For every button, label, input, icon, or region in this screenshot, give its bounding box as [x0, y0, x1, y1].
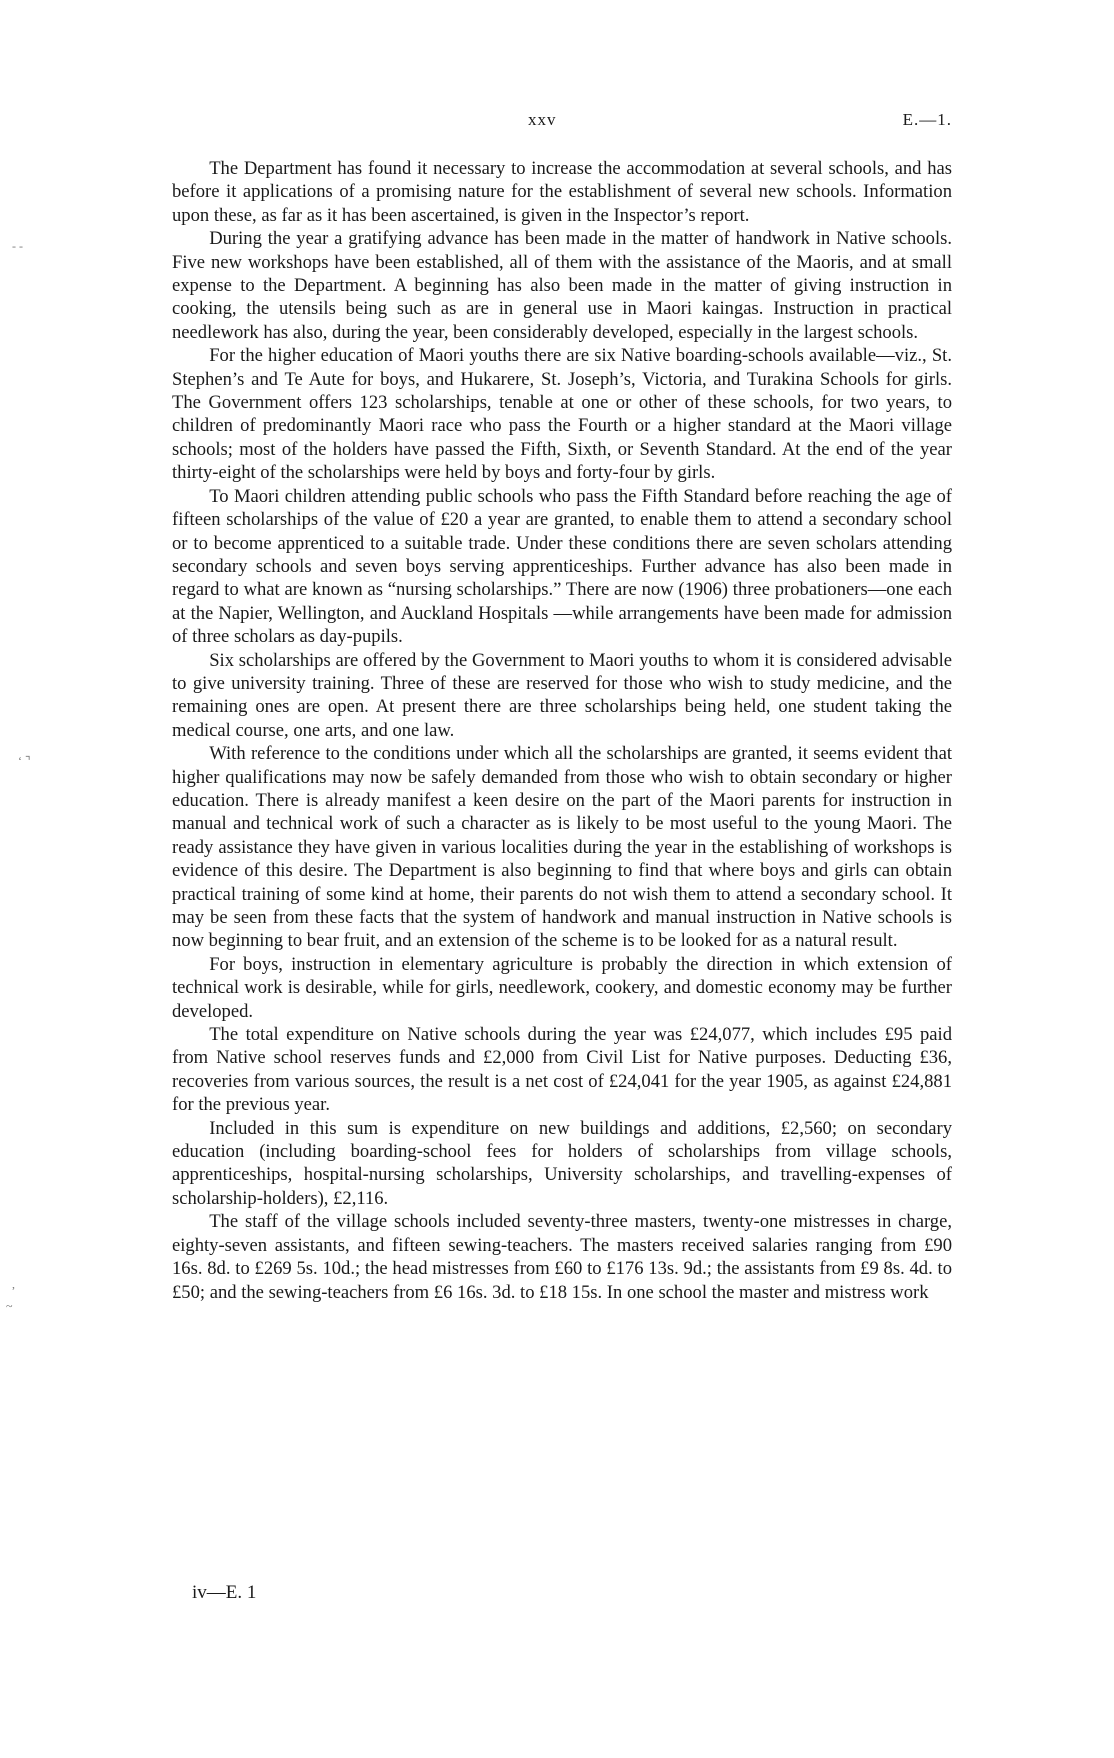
margin-mark: ~	[6, 1299, 13, 1313]
paragraph: The Department has found it necessary to increase the accommodation at several schools, and has before it applications of a promising nature for the establishment of several new schools. Information upon these, as far as it has been ascertained, is given in the Inspector’s report.	[172, 158, 952, 226]
paragraph: Six scholarships are offered by the Government to Maori youths to whom it is considered advisable to give university training. Three of these are reserved for those who wish to study medicine, and the remaining ones are open. At present there are three scholarships being held, one student taking the medical course, one arts, and one law.	[172, 649, 952, 741]
paragraph: To Maori children attending public schools who pass the Fifth Standard before reaching the age of fifteen scholarships of the value of £20 a year are granted, to enable them to attend a secondary school or to become apprenticed to a suitable trade. Under these conditions there are seven scholars attending secondary schools and seven boys serving apprenticeships. Further advance has also been made in regard to what are known as “nursing scholarships.” There are now (1906) three probationers—one each at the Napier, Wellington, and Auckland Hospitals —while arrangements have been made for admission of three scholars as day-pupils.	[172, 485, 952, 648]
paragraph: With reference to the conditions under which all the scholarships are granted, it seems evident that higher qualifications may now be safely demanded from those who wish to obtain secondary or higher education. There is already manifest a keen desire on the part of the Maori parents for instruction in manual and technical work of such a character as is likely to be most useful to the young Maori. The ready assistance they have given in various localities during the year in the establishing of workshops is evidence of this desire. The Department is also beginning to find that where boys and girls can obtain practical training of some kind at home, their parents do not wish them to attend a secondary school. It may be seen from these facts that the system of handwork and manual instruction in Native schools is now beginning to bear fruit, and an extension of the scheme is to be looked for as a natural result.	[172, 743, 952, 952]
paragraph: The staff of the village schools included seventy-three masters, twenty-one mistresses in charge, eighty-seven assistants, and fifteen sewing-teachers. The masters received salaries ranging from £90 16s. 8d. to £269 5s. 10d.; the head mistresses from £60 to £176 13s. 9d.; the assistants from £9 8s. 4d. to £50; and the sewing-teachers from £6 16s. 3d. to £18 15s. In one school the master and mistress work	[172, 1211, 952, 1303]
margin-mark: ,	[12, 1277, 15, 1291]
paragraph: During the year a gratifying advance has been made in the matter of handwork in Native schools. Five new workshops have been established, all of them with the assistance of the Maoris, and at small expense to the Department. A beginning has also been made in the matter of giving instruction in cooking, the utensils being such as are in general use in Maori kaingas. Instruction in practical needlework has also, during the year, been considerably developed, especially in the largest schools.	[172, 228, 952, 343]
paragraph: For the higher education of Maori youths there are six Native boarding-schools available—viz., St. Stephen’s and Te Aute for boys, and Hukarere, St. Joseph’s, Victoria, and Turakina Schools for girls. The Government offers 123 scholarships, tenable at one or other of these schools, for two years, to children of predominantly Maori race who pass the Fourth or a higher standard at the Maori village schools; most of the holders have passed the Fifth, Sixth, or Seventh Standard. At the end of the year thirty-eight of the scholarships were held by boys and forty-four by girls.	[172, 345, 952, 484]
margin-mark: - -	[12, 239, 23, 253]
paragraph: For boys, instruction in elementary agriculture is probably the direction in which extension of technical work is desirable, while for girls, needlework, cookery, and domestic economy may be further developed.	[172, 953, 952, 1022]
page-number: xxv	[528, 110, 557, 129]
margin-mark: ‘ ⌝	[18, 754, 31, 768]
report-reference: E.—1.	[902, 110, 952, 129]
paragraph: The total expenditure on Native schools during the year was £24,077, which includes £95 paid from Native school reserves funds and £2,000 from Civil List for Native purposes. Deducting £36, recoveries from various sources, the result is a net cost of £24,041 for the year 1905, as against £24,881 for the previous year.	[172, 1024, 952, 1116]
body-text	[172, 157, 952, 1304]
paragraph: Included in this sum is expenditure on new buildings and additions, £2,560; on secondary education (including boarding-school fees for holders of scholarships from village schools, apprenticeships, hospital-nursing scholarships, University scholarships, and travelling-expenses of scholarship-holders), £2,116.	[172, 1117, 952, 1209]
signature-mark: iv—E. 1	[192, 1582, 257, 1603]
